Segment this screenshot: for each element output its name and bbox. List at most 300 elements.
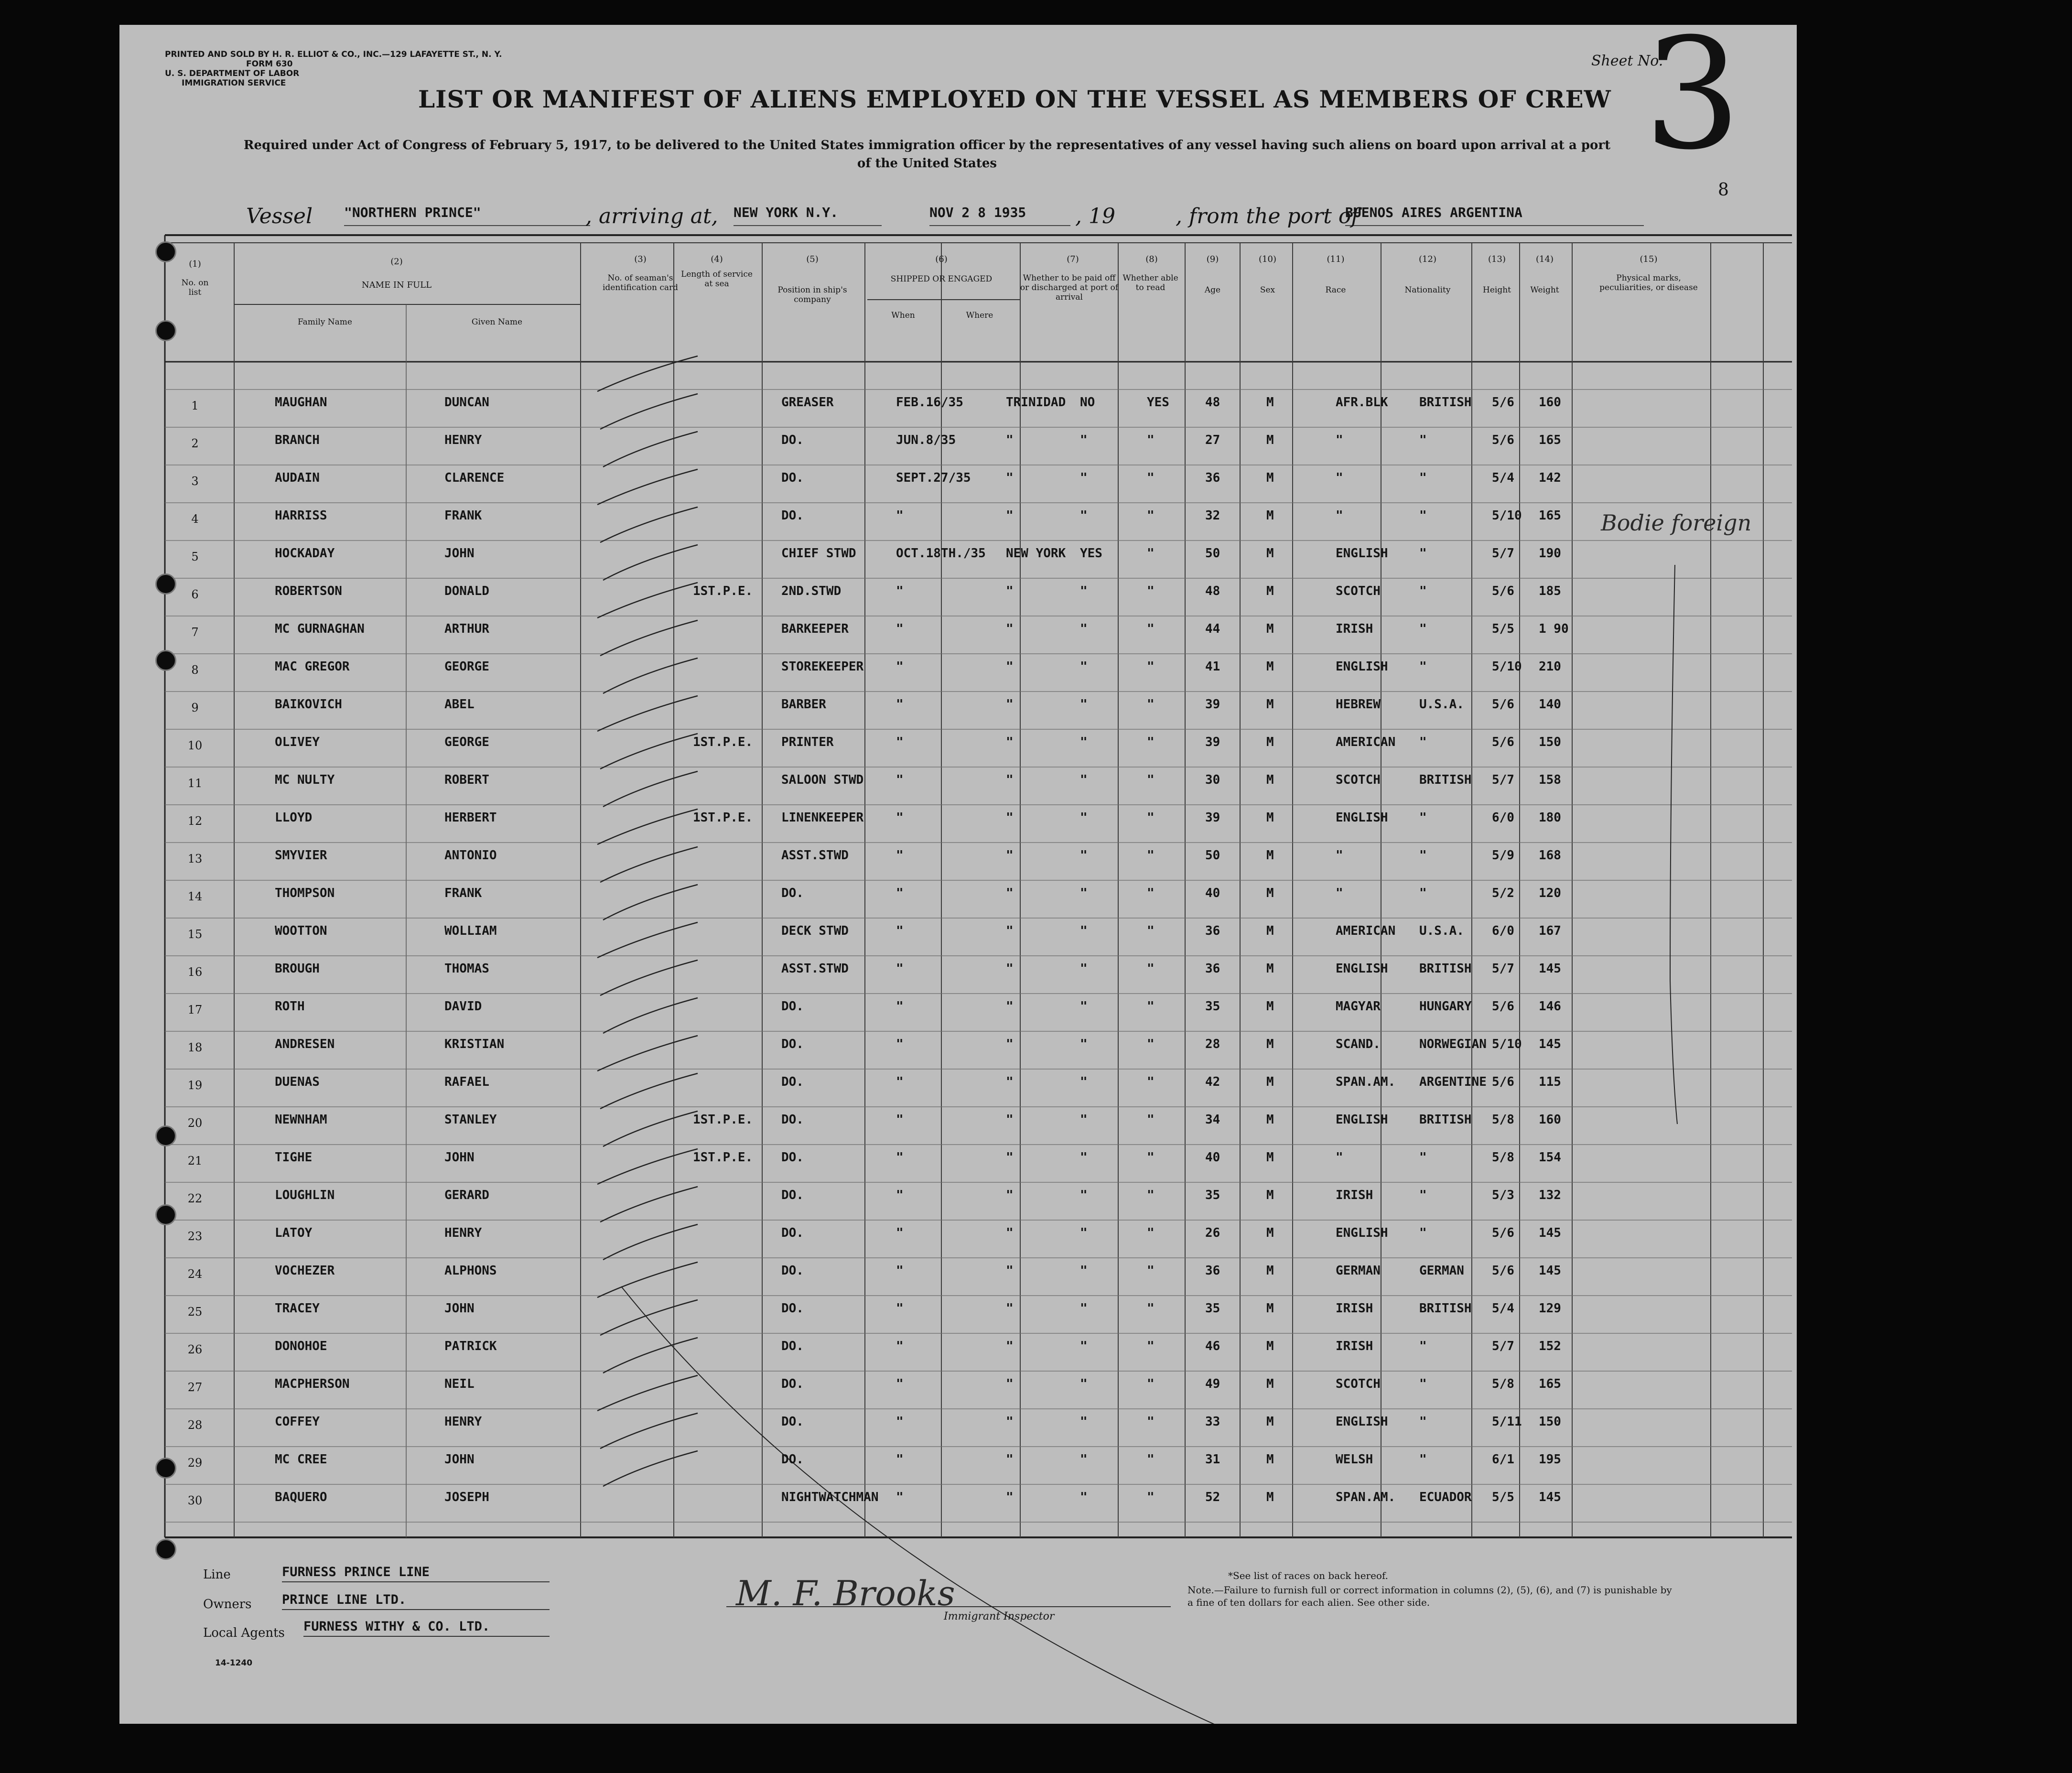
cell-position: 2ND.STWD <box>781 584 842 598</box>
cell-height: 5/10 <box>1492 508 1522 523</box>
col-num-15: (15) <box>1640 254 1658 264</box>
cell-nationality: " <box>1419 811 1427 825</box>
races-note: *See list of races on back hereof. <box>1228 1570 1389 1581</box>
department-label: U. S. DEPARTMENT OF LABOR <box>165 69 300 78</box>
header-id-card: No. of seaman's identification card <box>602 273 679 292</box>
cell-no: 10 <box>187 739 203 752</box>
binder-hole <box>155 241 176 262</box>
cell-weight: 115 <box>1539 1075 1561 1089</box>
cell-height: 5/6 <box>1492 1226 1514 1240</box>
cell-family: LOUGHLIN <box>275 1188 335 1202</box>
cell-race: GERMAN <box>1336 1264 1381 1278</box>
col-num-11: (11) <box>1327 254 1345 264</box>
cell-paid: YES <box>1080 546 1102 561</box>
cell-no: 30 <box>187 1494 203 1507</box>
cell-race: " <box>1336 886 1343 900</box>
col-num-8: (8) <box>1145 254 1158 264</box>
binder-hole <box>155 1458 176 1479</box>
cell-race: IRISH <box>1336 1339 1373 1353</box>
cell-age: 31 <box>1205 1452 1220 1467</box>
cell-weight: 150 <box>1539 1415 1561 1429</box>
cell-race: SCOTCH <box>1336 773 1381 787</box>
cell-no: 9 <box>191 701 199 714</box>
cell-family: ROBERTSON <box>275 584 342 598</box>
cell-when: " <box>896 811 904 825</box>
header-weight: Weight <box>1530 285 1559 295</box>
col-num-5: (5) <box>806 254 819 264</box>
cell-given: ALPHONS <box>444 1264 497 1278</box>
form-code: 14-1240 <box>215 1658 253 1668</box>
cell-read: " <box>1147 697 1155 712</box>
cell-position: DO. <box>781 1339 804 1353</box>
cell-paid: " <box>1080 1264 1088 1278</box>
cell-read: " <box>1147 546 1155 561</box>
cell-sex: M <box>1266 999 1274 1014</box>
pencil-stroke <box>603 1451 698 1486</box>
cell-read: " <box>1147 1150 1155 1165</box>
cell-paid: NO <box>1080 395 1095 410</box>
cell-nationality: ECUADOR <box>1419 1490 1472 1504</box>
cell-read: " <box>1147 1415 1155 1429</box>
cell-where: " <box>1006 924 1014 938</box>
cell-family: BAQUERO <box>275 1490 327 1504</box>
cell-service: 1ST.P.E. <box>693 584 753 598</box>
cell-nationality: " <box>1419 659 1427 674</box>
cell-family: HOCKADAY <box>275 546 335 561</box>
cell-position: DO. <box>781 1264 804 1278</box>
cell-when: " <box>896 962 904 976</box>
cell-no: 24 <box>187 1267 203 1281</box>
cell-family: ROTH <box>275 999 305 1014</box>
cell-race: IRISH <box>1336 1188 1373 1202</box>
cell-paid: " <box>1080 659 1088 674</box>
cell-when: " <box>896 1037 904 1051</box>
header-able-to-read: Whether able to read <box>1122 273 1178 292</box>
cell-no: 13 <box>187 852 203 865</box>
cell-weight: 140 <box>1539 697 1561 712</box>
cell-read: " <box>1147 508 1155 523</box>
vessel-name: "NORTHERN PRINCE" <box>344 205 481 220</box>
cell-race: " <box>1336 471 1343 485</box>
cell-family: OLIVEY <box>275 735 320 749</box>
cell-nationality: U.S.A. <box>1419 697 1464 712</box>
cell-nationality: " <box>1419 433 1427 447</box>
cell-sex: M <box>1266 735 1274 749</box>
inspector-signature: M. F. Brooks <box>736 1573 955 1613</box>
pencil-stroke <box>600 1073 698 1109</box>
cell-position: DO. <box>781 1037 804 1051</box>
cell-age: 35 <box>1205 999 1220 1014</box>
cell-family: LATOY <box>275 1226 313 1240</box>
cell-weight: 195 <box>1539 1452 1561 1467</box>
cell-height: 5/5 <box>1492 1490 1514 1504</box>
cell-family: DUENAS <box>275 1075 320 1089</box>
pencil-stroke <box>603 885 698 920</box>
cell-no: 11 <box>187 777 203 790</box>
cell-nationality: BRITISH <box>1419 1113 1472 1127</box>
cell-family: BAIKOVICH <box>275 697 342 712</box>
cell-sex: M <box>1266 395 1274 410</box>
cell-height: 5/5 <box>1492 622 1514 636</box>
cell-given: HERBERT <box>444 811 497 825</box>
cell-sex: M <box>1266 1339 1274 1353</box>
cell-paid: " <box>1080 1113 1088 1127</box>
cell-sex: M <box>1266 848 1274 863</box>
cell-no: 23 <box>187 1230 203 1243</box>
penalty-note: Note.—Failure to furnish full or correct information in columns (2), (5), (6), and (7) is punishable by a fine of ten dollars for each alien. See other side. <box>1187 1584 1672 1608</box>
pencil-stroke <box>603 1338 698 1373</box>
cell-no: 20 <box>187 1116 203 1130</box>
cell-nationality: " <box>1419 886 1427 900</box>
agents-value: FURNESS WITHY & CO. LTD. <box>303 1619 490 1634</box>
cell-sex: M <box>1266 1188 1274 1202</box>
cell-race: ENGLISH <box>1336 546 1388 561</box>
cell-sex: M <box>1266 433 1274 447</box>
cell-weight: 185 <box>1539 584 1561 598</box>
cell-nationality: " <box>1419 471 1427 485</box>
cell-read: " <box>1147 924 1155 938</box>
agents-label: Local Agents <box>203 1626 285 1640</box>
cell-paid: " <box>1080 471 1088 485</box>
cell-position: DO. <box>781 508 804 523</box>
col-num-4: (4) <box>711 254 723 264</box>
pencil-stroke <box>597 922 698 958</box>
arriving-label: , arriving at, <box>585 204 718 228</box>
cell-race: MAGYAR <box>1336 999 1381 1014</box>
cell-race: AMERICAN <box>1336 924 1396 938</box>
cell-when: " <box>896 1452 904 1467</box>
cell-given: JOHN <box>444 1301 475 1316</box>
printer-line: PRINTED AND SOLD BY H. R. ELLIOT & CO., INC.—129 LAFAYETTE ST., N. Y. <box>165 50 502 59</box>
cell-nationality: " <box>1419 1339 1427 1353</box>
cell-paid: " <box>1080 1075 1088 1089</box>
cell-paid: " <box>1080 508 1088 523</box>
year-label: , 19 <box>1075 204 1115 228</box>
cell-when: " <box>896 1226 904 1240</box>
cell-given: ANTONIO <box>444 848 497 863</box>
cell-no: 12 <box>187 814 203 828</box>
cell-nationality: " <box>1419 1452 1427 1467</box>
cell-race: " <box>1336 1150 1343 1165</box>
cell-age: 39 <box>1205 811 1220 825</box>
cell-when: " <box>896 886 904 900</box>
cell-position: DO. <box>781 1113 804 1127</box>
header-shipped-engaged: SHIPPED OR ENGAGED <box>890 274 993 284</box>
cell-where: TRINIDAD <box>1006 395 1066 410</box>
cell-height: 5/10 <box>1492 1037 1522 1051</box>
cell-sex: M <box>1266 1415 1274 1429</box>
cell-age: 50 <box>1205 848 1220 863</box>
cell-weight: 132 <box>1539 1188 1561 1202</box>
cell-race: " <box>1336 508 1343 523</box>
cell-where: " <box>1006 886 1014 900</box>
cell-race: SPAN.AM. <box>1336 1490 1396 1504</box>
cell-height: 5/11 <box>1492 1415 1522 1429</box>
cell-family: TIGHE <box>275 1150 313 1165</box>
cell-nationality: BRITISH <box>1419 395 1472 410</box>
pencil-stroke <box>597 469 698 505</box>
cell-position: NIGHTWATCHMAN <box>781 1490 879 1504</box>
from-label: , from the port of <box>1176 204 1359 228</box>
cell-where: " <box>1006 584 1014 598</box>
cell-no: 17 <box>187 1003 203 1016</box>
page-mark: 8 <box>1718 180 1729 200</box>
owners-label: Owners <box>203 1597 252 1611</box>
pencil-stroke <box>603 1111 698 1146</box>
departure-port: BUENOS AIRES ARGENTINA <box>1345 205 1522 220</box>
cell-weight: 150 <box>1539 735 1561 749</box>
header-sex: Sex <box>1260 285 1275 295</box>
cell-paid: " <box>1080 1339 1088 1353</box>
pencil-stroke <box>597 583 698 618</box>
cell-when: " <box>896 848 904 863</box>
cell-paid: " <box>1080 811 1088 825</box>
page-title: LIST OR MANIFEST OF ALIENS EMPLOYED ON THE VESSEL AS MEMBERS OF CREW <box>418 85 1611 113</box>
cell-weight: 165 <box>1539 433 1561 447</box>
cell-race: " <box>1336 848 1343 863</box>
diagonal-pencil-line <box>621 1287 1219 1724</box>
cell-weight: 180 <box>1539 811 1561 825</box>
cell-position: SALOON STWD <box>781 773 864 787</box>
cell-weight: 145 <box>1539 1226 1561 1240</box>
cell-weight: 210 <box>1539 659 1561 674</box>
cell-position: DO. <box>781 1150 804 1165</box>
cell-paid: " <box>1080 697 1088 712</box>
cell-position: DO. <box>781 1226 804 1240</box>
cell-position: DO. <box>781 1415 804 1429</box>
cell-position: CHIEF STWD <box>781 546 856 561</box>
cell-given: HENRY <box>444 433 482 447</box>
cell-where: " <box>1006 1264 1014 1278</box>
cell-where: " <box>1006 1075 1014 1089</box>
cell-position: DO. <box>781 999 804 1014</box>
binder-hole <box>155 1125 176 1146</box>
marks-bracket <box>1670 565 1677 1124</box>
header-when: When <box>891 311 915 320</box>
cell-weight: 160 <box>1539 1113 1561 1127</box>
cell-where: " <box>1006 1188 1014 1202</box>
cell-where: " <box>1006 433 1014 447</box>
subtitle: Required under Act of Congress of February 5, 1917, to be delivered to the United States immigration officer by the representatives of any vessel having such aliens on board upon arrival at a port <box>243 138 1611 152</box>
cell-read: " <box>1147 811 1155 825</box>
cell-height: 5/4 <box>1492 471 1514 485</box>
cell-height: 6/0 <box>1492 924 1514 938</box>
col-num-13: (13) <box>1488 254 1506 264</box>
cell-where: " <box>1006 1339 1014 1353</box>
cell-age: 26 <box>1205 1226 1220 1240</box>
cell-no: 4 <box>191 512 199 526</box>
cell-given: FRANK <box>444 886 482 900</box>
cell-sex: M <box>1266 886 1274 900</box>
col-num-14: (14) <box>1536 254 1554 264</box>
col-num-6: (6) <box>935 254 948 264</box>
binder-hole <box>155 1539 176 1560</box>
cell-sex: M <box>1266 1301 1274 1316</box>
cell-paid: " <box>1080 962 1088 976</box>
cell-no: 21 <box>187 1154 203 1168</box>
cell-when: " <box>896 1301 904 1316</box>
cell-given: HENRY <box>444 1415 482 1429</box>
binder-hole <box>155 1204 176 1225</box>
cell-given: ROBERT <box>444 773 489 787</box>
cell-no: 7 <box>191 626 199 639</box>
cell-where: " <box>1006 1490 1014 1504</box>
cell-paid: " <box>1080 1490 1088 1504</box>
cell-nationality: HUNGARY <box>1419 999 1472 1014</box>
cell-sex: M <box>1266 1037 1274 1051</box>
cell-age: 27 <box>1205 433 1220 447</box>
cell-where: " <box>1006 659 1014 674</box>
cell-age: 44 <box>1205 622 1220 636</box>
cell-when: " <box>896 622 904 636</box>
cell-no: 16 <box>187 965 203 979</box>
cell-height: 5/6 <box>1492 999 1514 1014</box>
cell-when: " <box>896 773 904 787</box>
sheet-label: Sheet No. <box>1591 53 1663 69</box>
cell-race: ENGLISH <box>1336 1226 1388 1240</box>
cell-race: HEBREW <box>1336 697 1381 712</box>
pencil-stroke <box>603 658 698 693</box>
cell-sex: M <box>1266 622 1274 636</box>
form-number: FORM 630 <box>246 59 293 69</box>
cell-nationality: " <box>1419 584 1427 598</box>
cell-age: 52 <box>1205 1490 1220 1504</box>
cell-position: PRINTER <box>781 735 834 749</box>
cell-nationality: GERMAN <box>1419 1264 1464 1278</box>
cell-family: SMYVIER <box>275 848 327 863</box>
cell-no: 14 <box>187 890 203 903</box>
cell-sex: M <box>1266 1226 1274 1240</box>
cell-position: DO. <box>781 1075 804 1089</box>
cell-given: DAVID <box>444 999 482 1014</box>
cell-nationality: " <box>1419 622 1427 636</box>
cell-paid: " <box>1080 1452 1088 1467</box>
cell-where: " <box>1006 1113 1014 1127</box>
cell-read: " <box>1147 433 1155 447</box>
pencil-stroke <box>603 1224 698 1260</box>
cell-given: FRANK <box>444 508 482 523</box>
cell-read: " <box>1147 622 1155 636</box>
cell-where: " <box>1006 1452 1014 1467</box>
cell-sex: M <box>1266 508 1274 523</box>
cell-where: " <box>1006 962 1014 976</box>
cell-paid: " <box>1080 924 1088 938</box>
cell-given: JOHN <box>444 1150 475 1165</box>
cell-when: " <box>896 1113 904 1127</box>
pencil-stroke <box>600 1187 698 1222</box>
header-position: Position in ship's company <box>777 285 847 304</box>
header-paid-off: Whether to be paid off or discharged at port of arrival <box>1020 273 1119 302</box>
cell-when: JUN.8/35 <box>896 433 956 447</box>
cell-paid: " <box>1080 1037 1088 1051</box>
cell-sex: M <box>1266 1264 1274 1278</box>
cell-family: AUDAIN <box>275 471 320 485</box>
header-physical-marks: Physical marks, peculiarities, or disease <box>1599 273 1698 292</box>
binder-hole <box>155 650 176 671</box>
cell-nationality: " <box>1419 735 1427 749</box>
cell-height: 5/8 <box>1492 1113 1514 1127</box>
cell-when: " <box>896 584 904 598</box>
cell-race: SCOTCH <box>1336 584 1381 598</box>
cell-when: OCT.18TH./35 <box>896 546 986 561</box>
cell-no: 22 <box>187 1192 203 1205</box>
cell-paid: " <box>1080 1226 1088 1240</box>
cell-nationality: ARGENTINE <box>1419 1075 1487 1089</box>
col-num-2: (2) <box>390 257 403 267</box>
cell-family: TRACEY <box>275 1301 320 1316</box>
cell-read: " <box>1147 471 1155 485</box>
cell-read: " <box>1147 962 1155 976</box>
cell-paid: " <box>1080 622 1088 636</box>
col-num-1: (1) <box>189 259 201 269</box>
cell-position: BARBER <box>781 697 826 712</box>
cell-nationality: " <box>1419 1188 1427 1202</box>
cell-read: " <box>1147 659 1155 674</box>
pencil-stroke <box>600 734 698 769</box>
pencil-stroke <box>597 809 698 844</box>
pencil-stroke <box>597 696 698 731</box>
cell-when: " <box>896 735 904 749</box>
cell-read: " <box>1147 886 1155 900</box>
cell-height: 5/9 <box>1492 848 1514 863</box>
cell-read: " <box>1147 735 1155 749</box>
cell-service: 1ST.P.E. <box>693 735 753 749</box>
cell-race: SCAND. <box>1336 1037 1381 1051</box>
header-nationality: Nationality <box>1404 285 1451 295</box>
cell-family: BROUGH <box>275 962 320 976</box>
cell-no: 25 <box>187 1305 203 1319</box>
cell-no: 29 <box>187 1456 203 1470</box>
cell-sex: M <box>1266 1113 1274 1127</box>
cell-nationality: BRITISH <box>1419 962 1472 976</box>
cell-family: HARRISS <box>275 508 327 523</box>
cell-paid: " <box>1080 1377 1088 1391</box>
cell-where: NEW YORK <box>1006 546 1066 561</box>
cell-read: " <box>1147 1037 1155 1051</box>
cell-family: MC CREE <box>275 1452 327 1467</box>
cell-read: " <box>1147 1339 1155 1353</box>
cell-height: 5/7 <box>1492 546 1514 561</box>
header-no-on-list: No. on list <box>181 278 209 297</box>
cell-read: " <box>1147 773 1155 787</box>
inspector-label: Immigrant Inspector <box>944 1611 1055 1622</box>
sheet-number: 3 <box>1644 6 1741 184</box>
cell-weight: 152 <box>1539 1339 1561 1353</box>
cell-age: 48 <box>1205 395 1220 410</box>
cell-sex: M <box>1266 1150 1274 1165</box>
pencil-stroke <box>600 1300 698 1335</box>
cell-when: " <box>896 659 904 674</box>
cell-sex: M <box>1266 584 1274 598</box>
cell-height: 5/6 <box>1492 697 1514 712</box>
cell-no: 15 <box>187 928 203 941</box>
pencil-stroke <box>597 1036 698 1071</box>
cell-where: " <box>1006 697 1014 712</box>
line-label: Line <box>203 1568 231 1582</box>
cell-race: ENGLISH <box>1336 1415 1388 1429</box>
cell-family: MAC GREGOR <box>275 659 350 674</box>
cell-weight: 145 <box>1539 962 1561 976</box>
cell-read: " <box>1147 1301 1155 1316</box>
cell-height: 5/6 <box>1492 433 1514 447</box>
cell-race: IRISH <box>1336 622 1373 636</box>
cell-paid: " <box>1080 433 1088 447</box>
vessel-label: Vessel <box>246 204 313 228</box>
header-race: Race <box>1325 285 1346 295</box>
cell-read: " <box>1147 1113 1155 1127</box>
cell-given: JOSEPH <box>444 1490 489 1504</box>
cell-nationality: " <box>1419 1415 1427 1429</box>
